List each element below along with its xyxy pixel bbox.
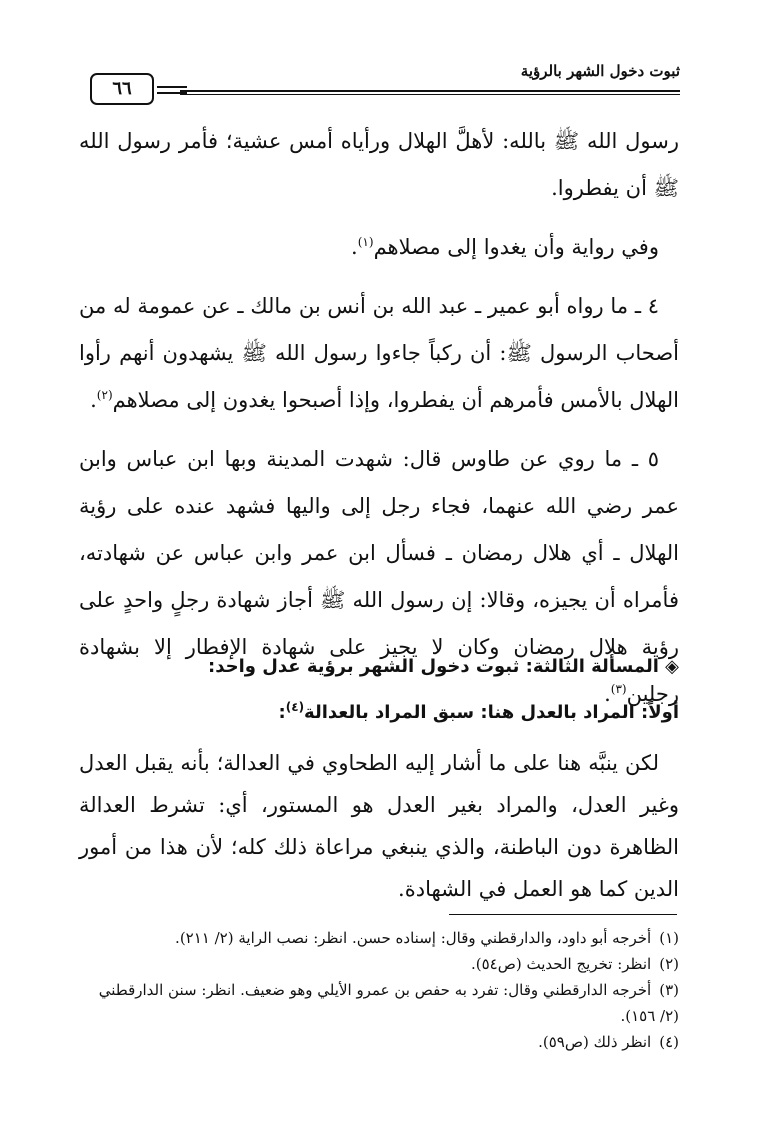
page-number-rule bbox=[157, 86, 187, 88]
paragraph: ٥ ـ ما روي عن طاوس قال: شهدت المدينة وبها ابن عباس وابن عمر رضي الله عنهما، فجاء رجل إلى واليها فشهد عنده على رؤية الهلال ـ أي هلال رمضان ـ فسأل ابن عمر وابن عباس عن شهادته، فأمراه أن يجيزه، وقالا: إن رسول الله ﷺ أجاز شهادة رجلٍ واحدٍ على رؤية هلال رمضان وكان لا يجيز على شهادة الإفطار إلا بشهادة رجلين$^{(٣)}$. bbox=[79, 447, 679, 706]
footnote-ref: (١) bbox=[357, 235, 374, 249]
subheading: أولاً: المراد بالعدل هنا: سبق المراد بالعدالة$^{(٤)}$: bbox=[278, 700, 679, 723]
page-number: ٦٦ bbox=[90, 73, 154, 105]
paragraph: لكن ينبَّه هنا على ما أشار إليه الطحاوي في العدالة؛ بأنه يقبل العدل وغير العدل، والمراد بغير العدل هو المستور، أي: تشرط العدالة الظاهرة دون الباطنة، والذي ينبغي مراعاة ذلك كله؛ لأن هذا من أمور الدين كما هو العمل في الشهادة. bbox=[79, 751, 679, 901]
section-text bbox=[79, 742, 679, 910]
running-title: ثبوت دخول الشهر بالرؤية bbox=[520, 62, 680, 80]
page-number-box bbox=[80, 73, 180, 103]
footnote-ref: (٣) bbox=[610, 682, 627, 696]
footnote: (١)أخرجه أبو داود، والدارقطني وقال: إسناده حسن. انظر: نصب الراية (٢/ ٢١١). bbox=[175, 929, 679, 947]
page-number-rule bbox=[157, 92, 187, 94]
paragraph: وفي رواية وأن يغدوا إلى مصلاهم$^{(١)}$. bbox=[351, 235, 659, 259]
footnote-separator bbox=[449, 914, 677, 915]
footnote: (٣)أخرجه الدارقطني وقال: تفرد به حفص بن عمرو الأيلي وهو ضعيف. انظر: سنن الدارقطني (٢/ ١٥٦). bbox=[98, 981, 679, 1025]
footnotes bbox=[79, 925, 679, 1055]
footnote-ref: (٢) bbox=[96, 388, 113, 402]
footnote: (٢)انظر: تخريج الحديث (ص٥٤). bbox=[471, 955, 679, 973]
footnote: (٤)انظر ذلك (ص٥٩). bbox=[538, 1033, 679, 1051]
paragraph: رسول الله ﷺ بالله: لأهلَّ الهلال ورأياه أمس عشية؛ فأمر رسول الله ﷺ أن يفطروا. bbox=[79, 129, 679, 200]
paragraph: ٤ ـ ما رواه أبو عمير ـ عبد الله بن أنس بن مالك ـ عن عمومة له من أصحاب الرسول ﷺ: أن ركباً جاءوا رسول الله ﷺ يشهدون أنهم رأوا الهلال بالأمس فأمرهم أن يفطروا، وإذا أصبحوا يغدون إلى مصلاهم$^{(٢)}$. bbox=[79, 294, 679, 412]
page-header bbox=[80, 52, 680, 100]
footnote-ref: (٤) bbox=[285, 700, 305, 714]
issue-heading: ◈ المسألة الثالثة: ثبوت دخول الشهر برؤية عدل واحد: bbox=[208, 656, 679, 677]
body-text bbox=[79, 118, 679, 718]
